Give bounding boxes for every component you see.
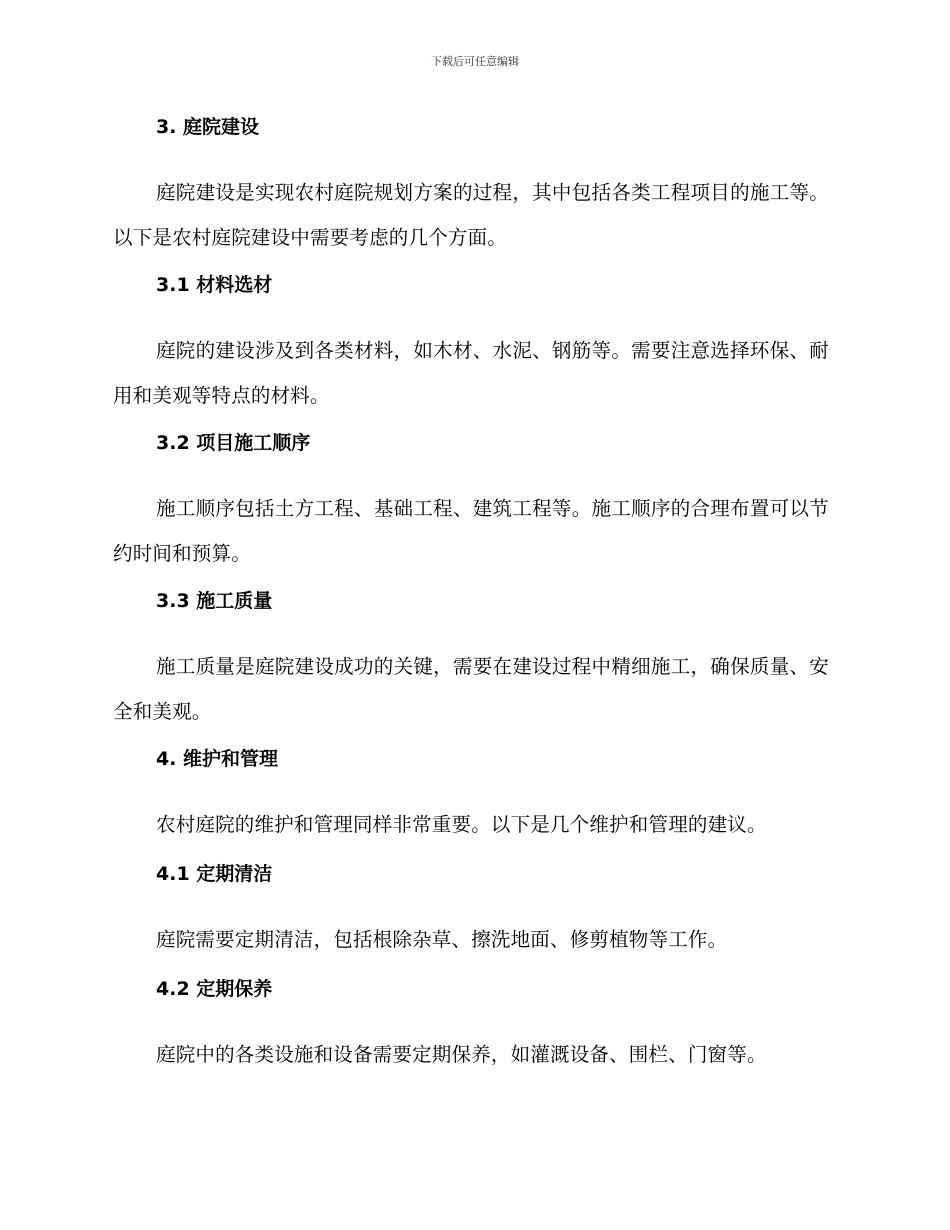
header-note: 下载后可任意编辑 — [431, 55, 519, 68]
section-paragraph: 庭院需要定期清洁，包括根除杂草、擦洗地面、修剪植物等工作。 — [156, 928, 728, 951]
section-3 — [113, 112, 829, 260]
section-4-1 — [113, 859, 829, 962]
section-heading: 4.2 定期保养 — [156, 978, 273, 1000]
section-heading: 4.1 定期清洁 — [156, 863, 273, 885]
section-heading: 3.1 材料选材 — [156, 274, 273, 296]
section-paragraph: 施工顺序包括土方工程、基础工程、建筑工程等。施工顺序的合理布置可以节约时间和预算。 — [113, 497, 829, 565]
section-heading: 3.2 项目施工顺序 — [156, 432, 311, 454]
section-paragraph: 农村庭院的维护和管理同样非常重要。以下是几个维护和管理的建议。 — [156, 813, 767, 836]
section-3-1 — [113, 270, 829, 418]
section-3-3 — [113, 586, 829, 734]
section-4 — [113, 744, 829, 847]
section-paragraph: 庭院建设是实现农村庭院规划方案的过程，其中包括各类工程项目的施工等。以下是农村庭院建设中需要考虑的几个方面。 — [113, 181, 829, 249]
section-3-2 — [113, 428, 829, 576]
section-paragraph: 庭院的建设涉及到各类材料，如木材、水泥、钢筋等。需要注意选择环保、耐用和美观等特点的材料。 — [113, 339, 829, 407]
section-heading: 3.3 施工质量 — [156, 590, 273, 612]
section-paragraph: 庭院中的各类设施和设备需要定期保养，如灌溉设备、围栏、门窗等。 — [156, 1043, 767, 1066]
section-heading: 4. 维护和管理 — [156, 748, 279, 770]
section-heading: 3. 庭院建设 — [156, 116, 260, 138]
section-4-2 — [113, 974, 829, 1077]
section-paragraph: 施工质量是庭院建设成功的关键，需要在建设过程中精细施工，确保质量、安全和美观。 — [113, 655, 829, 723]
document-body — [113, 112, 829, 1089]
